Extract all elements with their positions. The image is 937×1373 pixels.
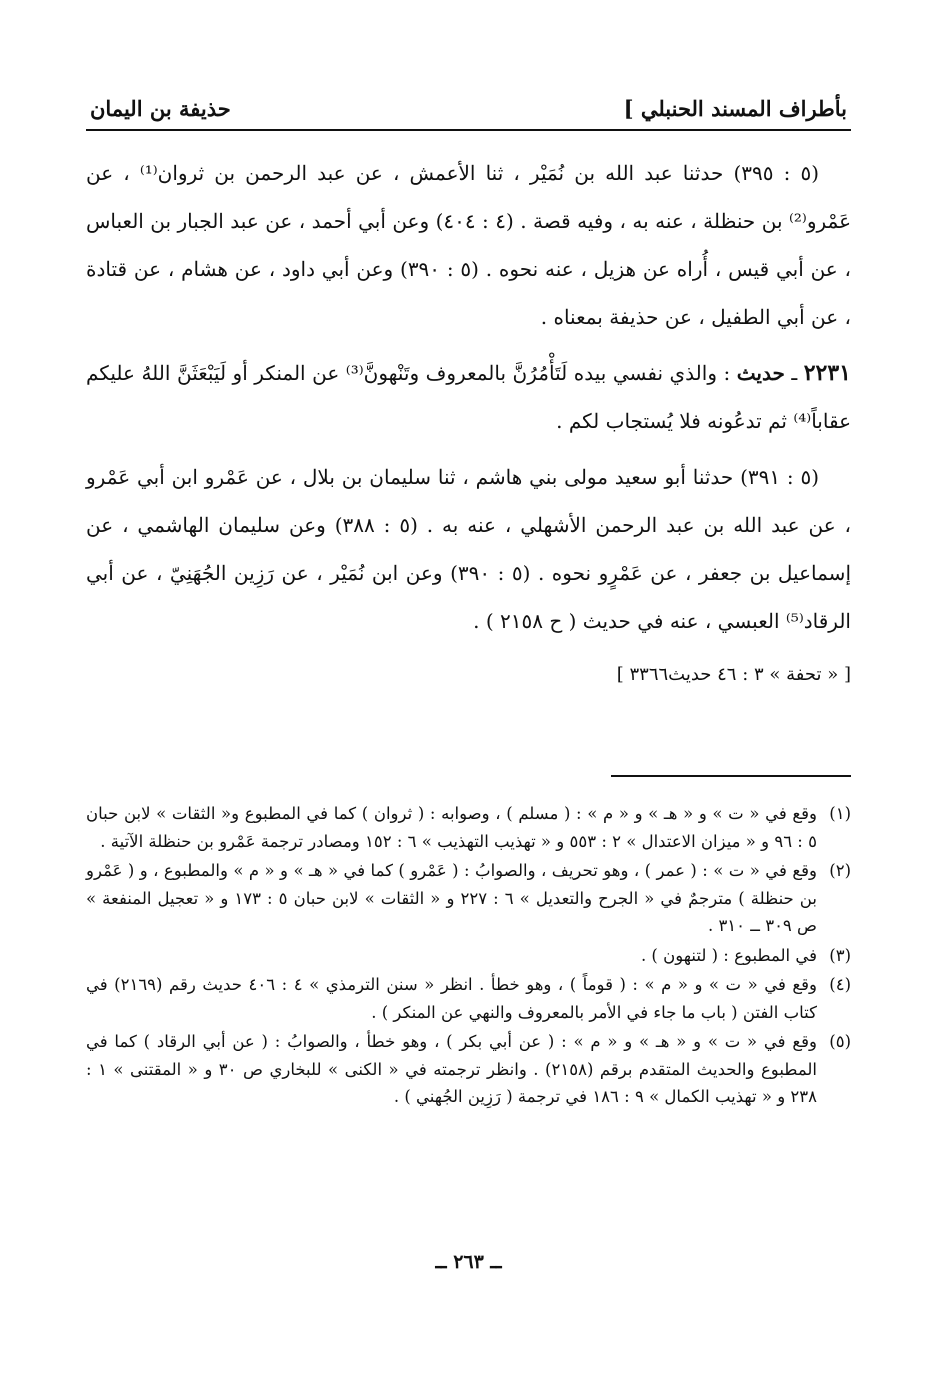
- hadith-dash: ـ: [784, 361, 804, 385]
- footnote-number: (٥): [829, 1032, 851, 1051]
- footnote-text: وقع في « ت » و « م » : ( قوماً ) ، وهو خطأ . انظر « سنن الترمذي » ٤ : ٤٠٦ حديث رقم (٢١٦٩) في كتاب الفتن ( باب ما جاء في الأمر بالمعروف والنهي عن المنكر ) .: [86, 975, 817, 1022]
- footnote-item: [86, 857, 851, 940]
- hadith-text: : والذي نفسي بيده لَتَأْمُرُنَّ بالمعروف وتَنْهونَّ⁽³⁾ عن المنكر أو لَيَبْعَثَنَّ اللهُ عليكم عقاباً⁽⁴⁾ ثم تدعُونه فلا يُستجاب لكم .: [86, 361, 851, 433]
- footnote-text: وقع في « ت » و « هـ » و « م » : ( عن أبي بكر ) ، وهو خطأ ، والصوابُ : ( عن أبي الرقاد ) كما في المطبوع والحديث المتقدم برقم (٢١٥٨) . وانظر ترجمته في « الكنى » للبخاري ص ٣٠ و « المقتنى » ١ : ٢٣٨ و « تهذيب الكمال » ٩ : ١٨٦ في ترجمة ( رَزِين الجُهني ) .: [86, 1032, 817, 1106]
- footnote-item: [86, 942, 851, 970]
- header-book-title: بأطراف المسند الحنبلي ]: [623, 96, 847, 121]
- footnote-text: وقع في « ت » : ( عمر ) ، وهو تحريف ، والصوابُ : ( عَمْرو ) كما في « هـ » و « م » والمطبوع ، و ( عَمْرو بن حنظلة ) مترجمٌ في « الجرح والتعديل » ٦ : ٢٢٧ و « الثقات » لابن حبان ٥ : ١٧٣ و « تعجيل المنفعة » ص ٣٠٩ ــ ٣١٠ .: [86, 861, 817, 935]
- footnote-number: (١): [829, 804, 851, 823]
- page-number: ــ ٢٦٣ ــ: [435, 1251, 502, 1273]
- main-text: [86, 149, 851, 695]
- tuhfa-reference: [ « تحفة » ٣ : ٤٦ حديث٣٣٦٦ ]: [616, 664, 851, 685]
- footnote-number: (٣): [829, 945, 851, 965]
- footnote-number: (٢): [829, 861, 851, 880]
- footnote-item: [86, 1028, 851, 1111]
- footnote-item: [86, 800, 851, 855]
- hadith-number: ٢٢٣١: [803, 360, 851, 386]
- running-header: [86, 96, 851, 131]
- footnote-divider: [611, 775, 851, 777]
- footnote-number: (٤): [829, 975, 851, 994]
- hadith-label: حديث: [736, 361, 785, 385]
- footnote-text: وقع في « ت » و « هـ » و « م » : ( مسلم ) ، وصوابه : ( ثروان ) كما في المطبوع و« الثقات » لابن حبان ٥ : ٩٦ و « ميزان الاعتدال » ٢ : ٥٥٣ و « تهذيب التهذيب » ٦ : ١٥٢ ومصادر ترجمة عَمْرو بن حنظلة الآتية .: [86, 804, 817, 851]
- footnote-text: في المطبوع : ( لتنهون ) .: [640, 945, 817, 965]
- hadith-paragraph: [86, 349, 851, 445]
- header-section-title: حذيفة بن اليمان: [90, 96, 231, 121]
- isnad-paragraph-2: (٥ : ٣٩١) حدثنا أبو سعيد مولى بني هاشم ، ثنا سليمان بن بلال ، عن عَمْرو ابن أبي عَمْرو ، عن عبد الله بن عبد الرحمن الأشهلي ، عنه به . (٥ : ٣٨٨) وعن سليمان الهاشمي ، عن إسماعيل بن جعفر ، عن عَمْرٍو نحوه . (٥ : ٣٩٠) وعن ابن نُمَيْر ، عن رَزِين الجُهَنِيّ ، عن أبي الرقاد⁽⁵⁾ العبسي ، عنه في حديث ( ح ٢١٥٨ ) .: [86, 465, 851, 633]
- footnotes: [86, 800, 851, 1113]
- isnad-paragraph-1: (٥ : ٣٩٥) حدثنا عبد الله بن نُمَيْر ، ثنا الأعمش ، عن عبد الرحمن بن ثروان⁽¹⁾ ، عن عَمْرو⁽²⁾ بن حنظلة ، عنه به ، وفيه قصة . (٤ : ٤٠٤) وعن أبي أحمد ، عن عبد الجبار بن العباس ، عن أبي قيس ، أُراه عن هزيل ، عنه نحوه . (٥ : ٣٩٠) وعن أبي داود ، عن هشام ، عن قتادة ، عن أبي الطفيل ، عن حذيفة بمعناه .: [86, 161, 852, 329]
- footnote-item: [86, 971, 851, 1026]
